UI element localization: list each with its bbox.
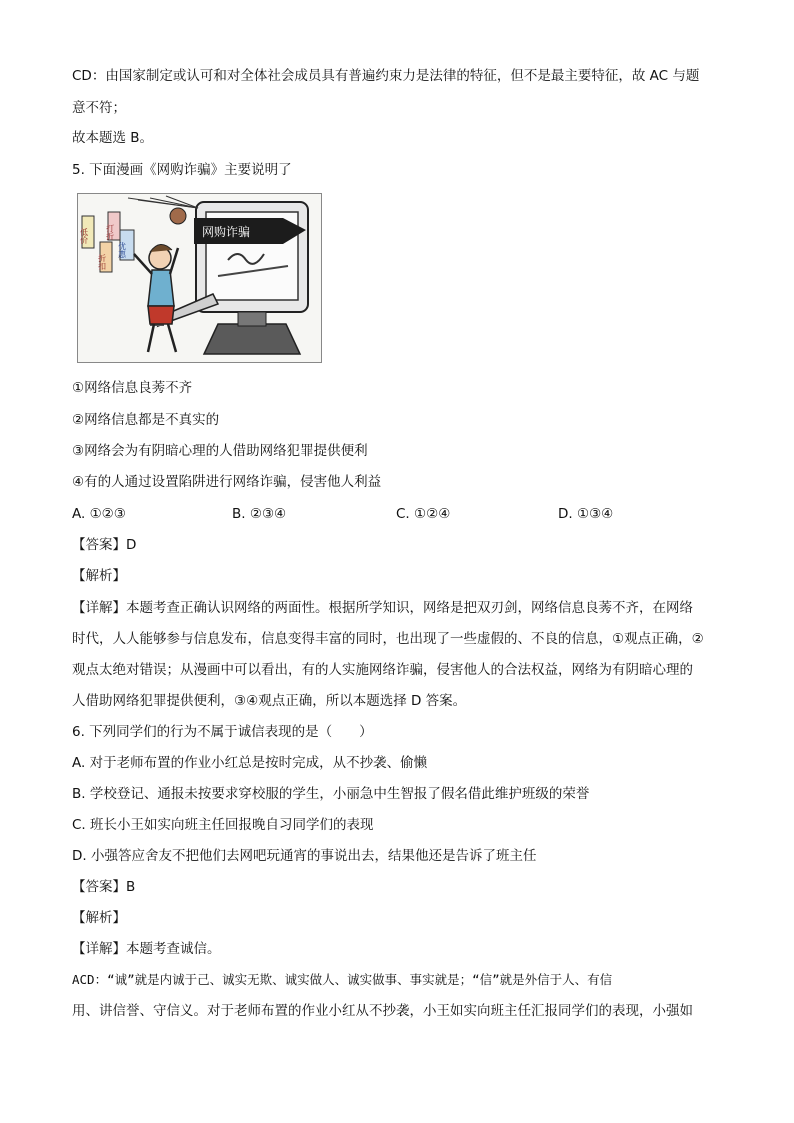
prev-conclusion: 故本题选 B。 [72,130,154,146]
q6-option-a[interactable]: A. 对于老师布置的作业小红总是按时完成，从不抄袭、偷懒 [72,755,428,771]
comic-online-fraud [77,193,322,363]
q5-detail-line-3: 观点太绝对错误；从漫画中可以看出，有的人实施网络诈骗，侵害他人的合法权益，网络为有阴暗心理的 [72,662,693,678]
sign-text-3: 打折 [105,224,115,240]
comic-title-text: 网购诈骗 [202,225,251,239]
answer-label: 【答案】 [72,879,126,895]
comic-illustration [78,194,321,362]
q5-option-c[interactable]: C. ①②④ [396,506,451,522]
comic-title-banner [194,218,306,244]
sign-text-4: 优惠 [117,242,127,258]
q5-option-b[interactable]: B. ②③④ [232,506,287,522]
q6-option-d[interactable]: D. 小强答应舍友不把他们去网吧玩通宵的事说出去，结果他还是告诉了班主任 [72,848,537,864]
q6-analysis-label: 【解析】 [72,910,126,926]
lure-sign-2 [98,242,113,272]
q6-answer [72,877,135,897]
q5-analysis-label: 【解析】 [72,568,126,584]
q5-detail-line-2: 时代，人人能够参与信息发布，信息变得丰富的同时，也出现了一些虚假的、不良的信息，①观点正确，② [72,631,704,647]
prev-explanation-line-2: 意不符； [72,100,126,116]
answer-value: D [126,537,137,553]
question-5-stem: 5. 下面漫画《网购诈骗》主要说明了 [72,162,292,178]
q6-option-c[interactable]: C. 班长小王如实向班主任回报晚自习同学们的表现 [72,817,374,833]
lure-sign-1 [80,216,95,248]
statement-4: ④有的人通过设置陷阱进行网络诈骗，侵害他人利益 [72,474,382,490]
q5-answer [72,535,136,555]
q6-detail-line: 【详解】本题考查诚信。 [72,941,221,957]
statement-1: ①网络信息良莠不齐 [72,380,193,396]
q5-option-a[interactable]: A. ①②③ [72,506,126,522]
q5-detail-line-4: 人借助网络犯罪提供便利，③④观点正确，所以本题选择 D 答案。 [72,693,467,709]
q6-acd-line-1: ACD：“诚”就是内诚于己、诚实无欺、诚实做人、诚实做事、事实就是；“信”就是外信于人、有信 [72,972,613,987]
q6-option-b[interactable]: B. 学校登记、通报未按要求穿校服的学生，小丽急中生智报了假名借此维护班级的荣誉 [72,786,590,802]
statement-2: ②网络信息都是不真实的 [72,412,220,428]
sign-text-2: 折扣 [97,254,107,270]
sign-text-1: 低价 [79,228,89,244]
prev-explanation-line-1: CD：由国家制定或认可和对全体社会成员具有普遍约束力是法律的特征，但不是最主要特征，故 AC 与题 [72,68,700,84]
question-6-stem: 6. 下列同学们的行为不属于诚信表现的是（ ） [72,724,373,740]
lure-sign-3 [106,212,121,240]
q5-option-d[interactable]: D. ①③④ [558,506,614,522]
answer-value: B [126,879,136,895]
q6-acd-line-2: 用、讲信誉、守信义。对于老师布置的作业小红从不抄袭，小王如实向班主任汇报同学们的表现，小强如 [72,1003,693,1019]
answer-label: 【答案】 [72,537,126,553]
q5-detail-line-1: 【详解】本题考查正确认识网络的两面性。根据所学知识，网络是把双刃剑，网络信息良莠不齐，在网络 [72,600,693,616]
statement-3: ③网络会为有阴暗心理的人借助网络犯罪提供便利 [72,443,368,459]
